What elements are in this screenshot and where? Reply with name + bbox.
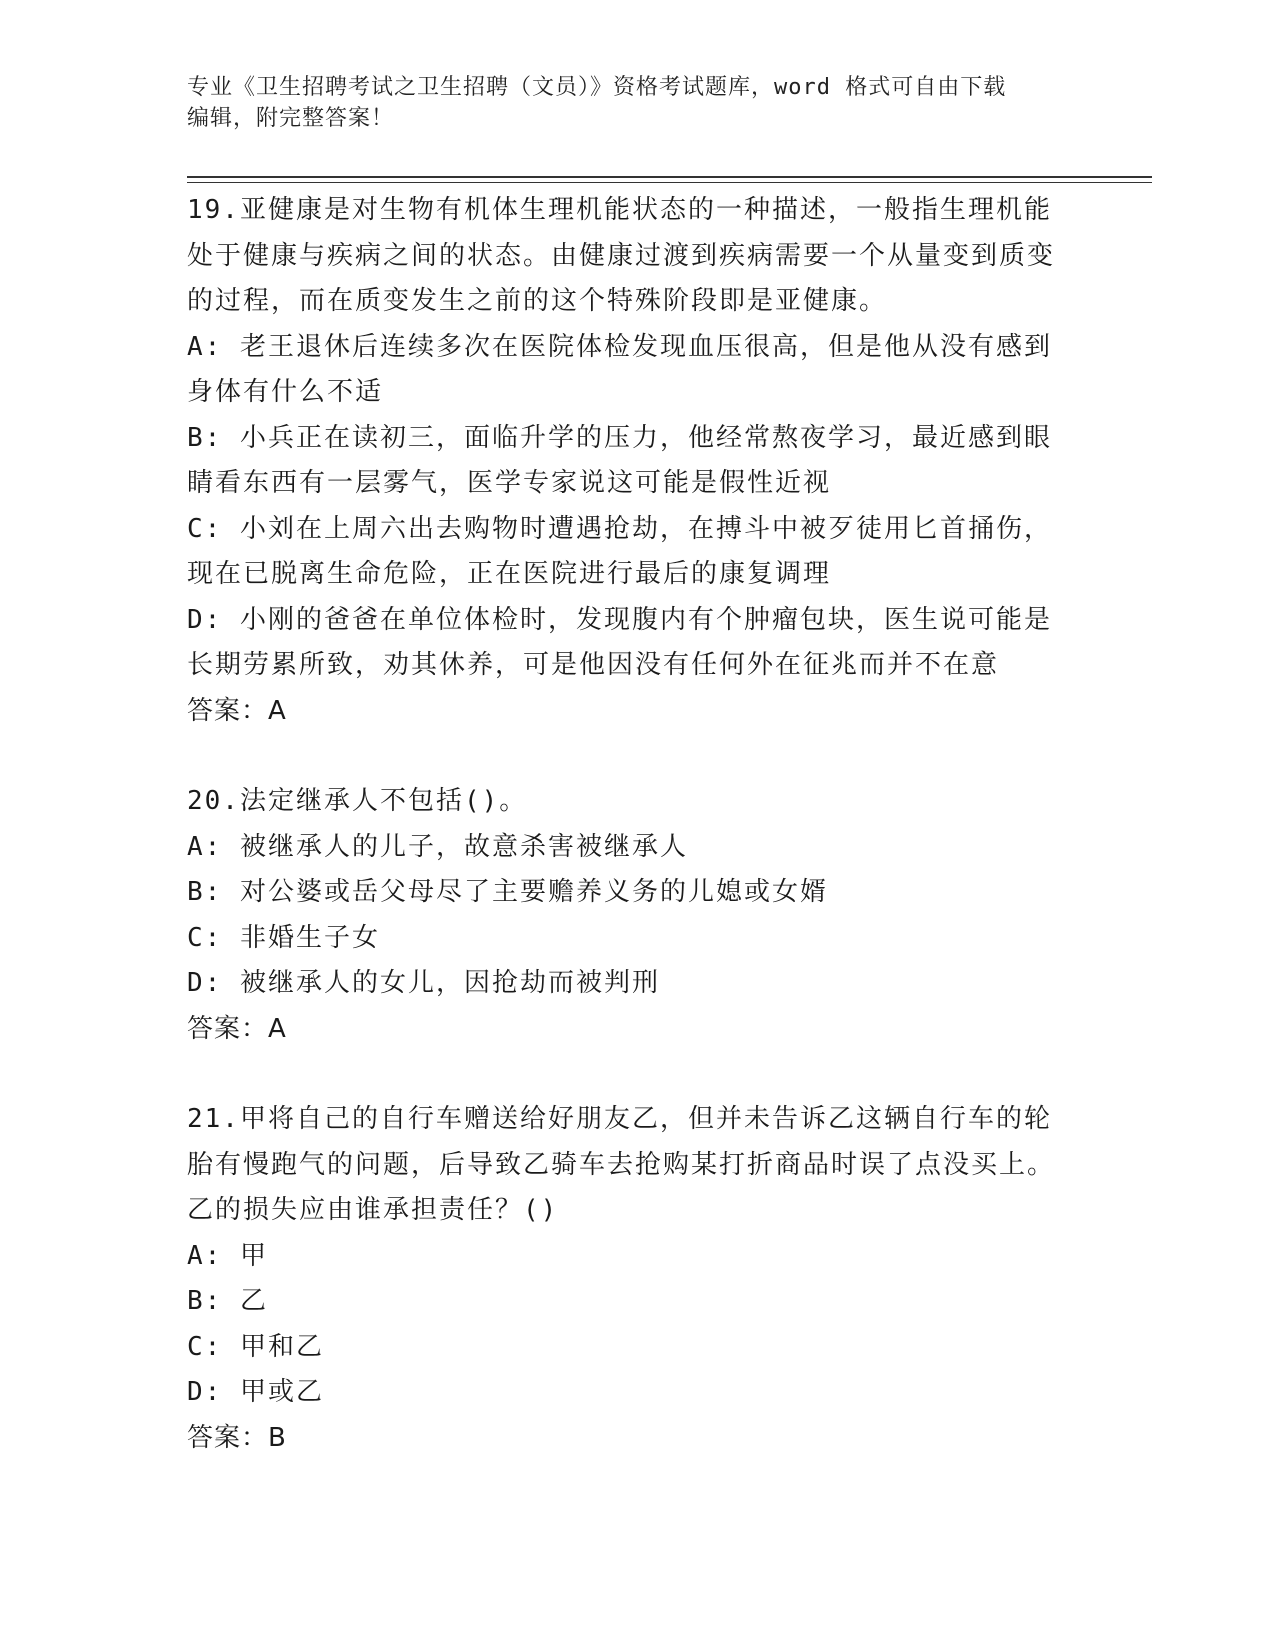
question-20 (187, 779, 1077, 1052)
option-a: A: 甲 (187, 1240, 268, 1271)
question-stem: 19.亚健康是对生物有机体生理机能状态的一种描述，一般指生理机能处于健康与疾病之间的状态。由健康过渡到疾病需要一个从量变到质变的过程，而在质变发生之前的这个特殊阶段即是亚健康。 (187, 195, 1056, 316)
option-a: A: 老王退休后连续多次在医院体检发现血压很高，但是他从没有感到身体有什么不适 (187, 331, 1052, 407)
question-21 (187, 1097, 1077, 1461)
option-d: D: 甲或乙 (187, 1377, 324, 1407)
option-d: D: 被继承人的女儿，因抢劫而被判刑 (187, 968, 660, 998)
question-stem: 21.甲将自己的自行车赠送给好朋友乙，但并未告诉乙这辆自行车的轮胎有慢跑气的问题，后导致乙骑车去抢购某打折商品时误了点没买上。乙的损失应由谁承担责任？() (187, 1104, 1056, 1225)
option-c: C: 小刘在上周六出去购物时遭遇抢劫，在搏斗中被歹徒用匕首捅伤，现在已脱离生命危险，正在医院进行最后的康复调理 (187, 513, 1052, 589)
answer-line: 答案：A (187, 1013, 287, 1044)
header-divider-thin (187, 182, 1152, 183)
question-19 (187, 188, 1077, 734)
option-c: C: 非婚生子女 (187, 922, 380, 953)
header-line-2: 编辑，附完整答案！ (187, 106, 395, 131)
option-b: B: 乙 (187, 1286, 268, 1316)
option-b: B: 小兵正在读初三，面临升学的压力，他经常熬夜学习，最近感到眼睛看东西有一层雾气，医学专家说这可能是假性近视 (187, 422, 1052, 498)
answer-line: 答案：B (187, 1422, 287, 1453)
option-c: C: 甲和乙 (187, 1331, 324, 1362)
question-stem: 20.法定继承人不包括()。 (187, 786, 528, 816)
option-b: B: 对公婆或岳父母尽了主要赡养义务的儿媳或女婿 (187, 877, 828, 907)
answer-line: 答案：A (187, 695, 287, 726)
option-d: D: 小刚的爸爸在单位体检时，发现腹内有个肿瘤包块，医生说可能是长期劳累所致，劝其休养，可是他因没有任何外在征兆而并不在意 (187, 604, 1052, 680)
document-header (187, 72, 1067, 134)
header-divider-thick (187, 176, 1152, 178)
question-list (187, 188, 1077, 1461)
header-line-1: 专业《卫生招聘考试之卫生招聘（文员）》资格考试题库，word 格式可自由下载 (187, 75, 1007, 100)
option-a: A: 被继承人的儿子，故意杀害被继承人 (187, 831, 688, 862)
